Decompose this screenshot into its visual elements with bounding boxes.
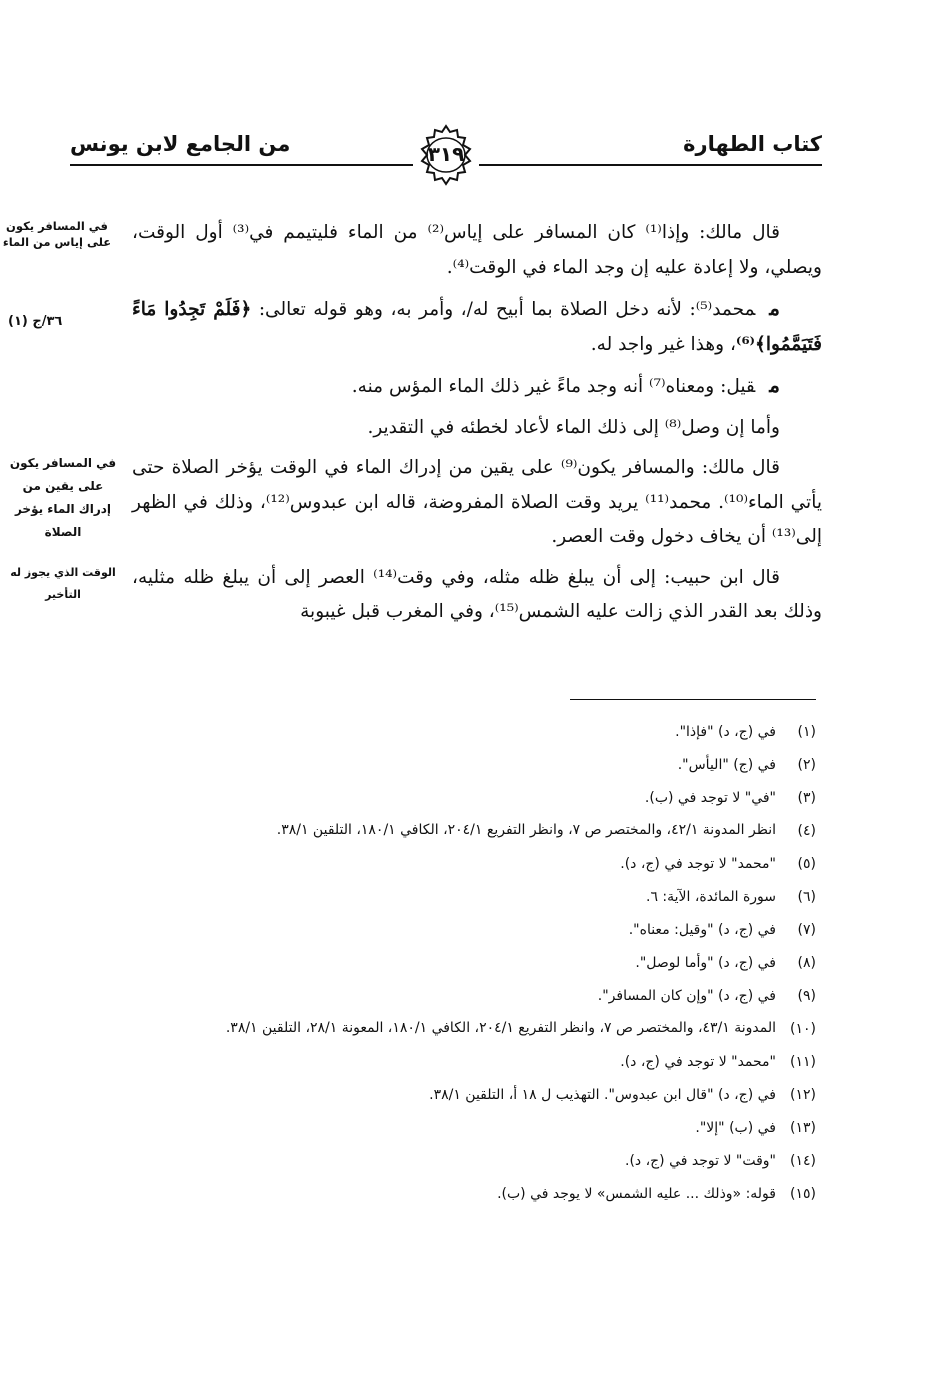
footnote-number: (٥) [797,856,816,872]
footnote-item [120,815,816,848]
page-number: ٣١٩ [427,142,465,166]
footnote-item [120,947,816,980]
paragraph-4: وأما إن وصل⁽⁸⁾ إلى ذلك الماء لأعاد لخطئه في التقدير. [367,416,780,438]
footnote-text: المدونة ٤٣/١، والمختصر ص ٧، وانظر التفريع ٢٠٤/١، الكافي ١٨٠/١، المعونة ٢٨/١، التلقين ٣٨/١. [225,1020,776,1036]
footnote-item [120,1079,816,1112]
footnote-text: "محمد" لا توجد في (ج، د). [620,1054,776,1070]
footnote-number: (١٢) [790,1087,816,1103]
footnote-item [120,1013,816,1046]
footnote-text: قوله: «وذلك ... عليه الشمس» لا يوجد في (ب). [497,1186,776,1202]
paragraph-marker: م [769,296,780,320]
margin-note-manuscript-folio: (١) ٣٦/ج [8,314,63,329]
paragraph-2-end: ، وهذا غير واجد له. [590,333,736,355]
footnote-item [120,749,816,782]
footnote-text: سورة المائدة، الآية: ٦. [646,889,776,905]
footnote-item [120,848,816,881]
page-number-ornament [413,124,479,186]
footnote-number: (١٣) [790,1120,816,1136]
footnote-item [120,980,816,1013]
footnote-number: (٤) [797,823,816,839]
footnote-number: (٦) [797,889,816,905]
paragraph-3-text: قيل: ومعناه⁽⁷⁾ أنه وجد ماءً غير ذلك الماء المؤس منه. [351,376,756,397]
footnote-item [120,914,816,947]
footnote-number: (١٤) [790,1153,816,1169]
book-title: كتاب الطهارة [683,132,822,156]
paragraph-1: قال مالك: وإذا⁽¹⁾ كان المسافر على إياس⁽²⁾ من الماء فليتيمم في⁽³⁾ أول الوقت، ويصلي، ولا إعادة عليه إن وجد الماء في الوقت⁽⁴⁾. [132,222,822,278]
source-title: من الجامع لابن يونس [70,132,291,156]
footnote-text: "وقت" لا توجد في (ج، د). [625,1153,776,1169]
footnote-text: في (ج، د) "قال ابن عبدوس". التهذيب ل ١٨ أ، التلقين ٣٨/١. [429,1087,776,1103]
footnotes [120,716,816,1211]
footnote-number: (٣) [797,790,816,806]
page-header [70,128,822,190]
footnote-separator [570,699,816,700]
footnote-item [120,716,816,749]
footnote-item [120,1046,816,1079]
footnote-number: (٧) [797,922,816,938]
paragraph-6: قال ابن حبيب: إلى أن يبلغ ظله مثله، وفي وقت⁽¹⁴⁾ العصر إلى أن يبلغ ظله مثليه، وذلك بعد القدر الذي زالت عليه الشمس⁽¹⁵⁾، وفي المغرب قبل غيبوبة [132,566,822,622]
footnote-number: (٢) [797,757,816,773]
margin-note-traveler-despair: في المسافر يكون على إياس من الماء [2,219,112,249]
footnote-number: (١٥) [790,1186,816,1202]
footnote-text: في (ج) "اليأس". [677,757,776,773]
footnote-text: في (ج، د) "وقيل: معناه". [628,922,776,938]
footnote-item [120,881,816,914]
footnote-number: (١٠) [790,1021,816,1037]
paragraph-2 [132,291,822,362]
footnote-text: في (ج، د) "فإذا". [675,724,776,740]
footnote-number: (٨) [797,955,816,971]
paragraph-2-text: محمد⁽⁵⁾: لأنه دخل الصلاة بما أبيح له/، وأمر به، وهو قوله تعالى: [258,299,756,320]
footnote-item [120,1145,816,1178]
footnote-text: في (ج، د) "وأما لوصل". [635,955,776,971]
margin-note-delay-time: الوقت الذي يجوز له التأخير [10,566,116,601]
paragraph-5: قال مالك: والمسافر يكون⁽⁹⁾ على يقين من إدراك الماء في الوقت يؤخر الصلاة حتى يأتي الماء⁽¹⁰⁾. محمد⁽¹¹⁾ يريد وقت الصلاة المفروضة، قاله ابن عبدوس⁽¹²⁾، وذلك في الظهر إلى⁽¹³⁾ أن يخاف دخول وقت العصر. [132,457,822,547]
footnote-number: (٩) [797,988,816,1004]
footnote-text: في (ب) "إلا". [695,1120,776,1136]
footnote-number: (١) [797,724,816,740]
footnote-number: (١١) [790,1054,816,1070]
paragraph-marker: م [769,373,780,397]
footnote-text: "في" لا توجد في (ب). [644,790,776,806]
margin-note-traveler-certainty: في المسافر يكون على يقين من إدراك الماء يؤخر الصلاة [9,456,117,539]
footnote-text: انظر المدونة ٤٢/١، والمختصر ص ٧، وانظر التفريع ٢٠٤/١، الكافي ١٨٠/١، التلقين ٣٨/١. [276,822,776,838]
paragraph-3 [132,368,822,405]
quran-quote: ﴿فَلَمْ تَجِدُوا مَاءً فَتَيَمَّمُوا﴾⁽⁶⁾ [132,299,822,355]
main-text [132,216,822,630]
footnote-item [120,782,816,815]
footnote-text: "محمد" لا توجد في (ج، د). [620,856,776,872]
footnote-item [120,1178,816,1211]
footnote-item [120,1112,816,1145]
footnote-text: في (ج، د) "وإن كان المسافر". [597,988,776,1004]
